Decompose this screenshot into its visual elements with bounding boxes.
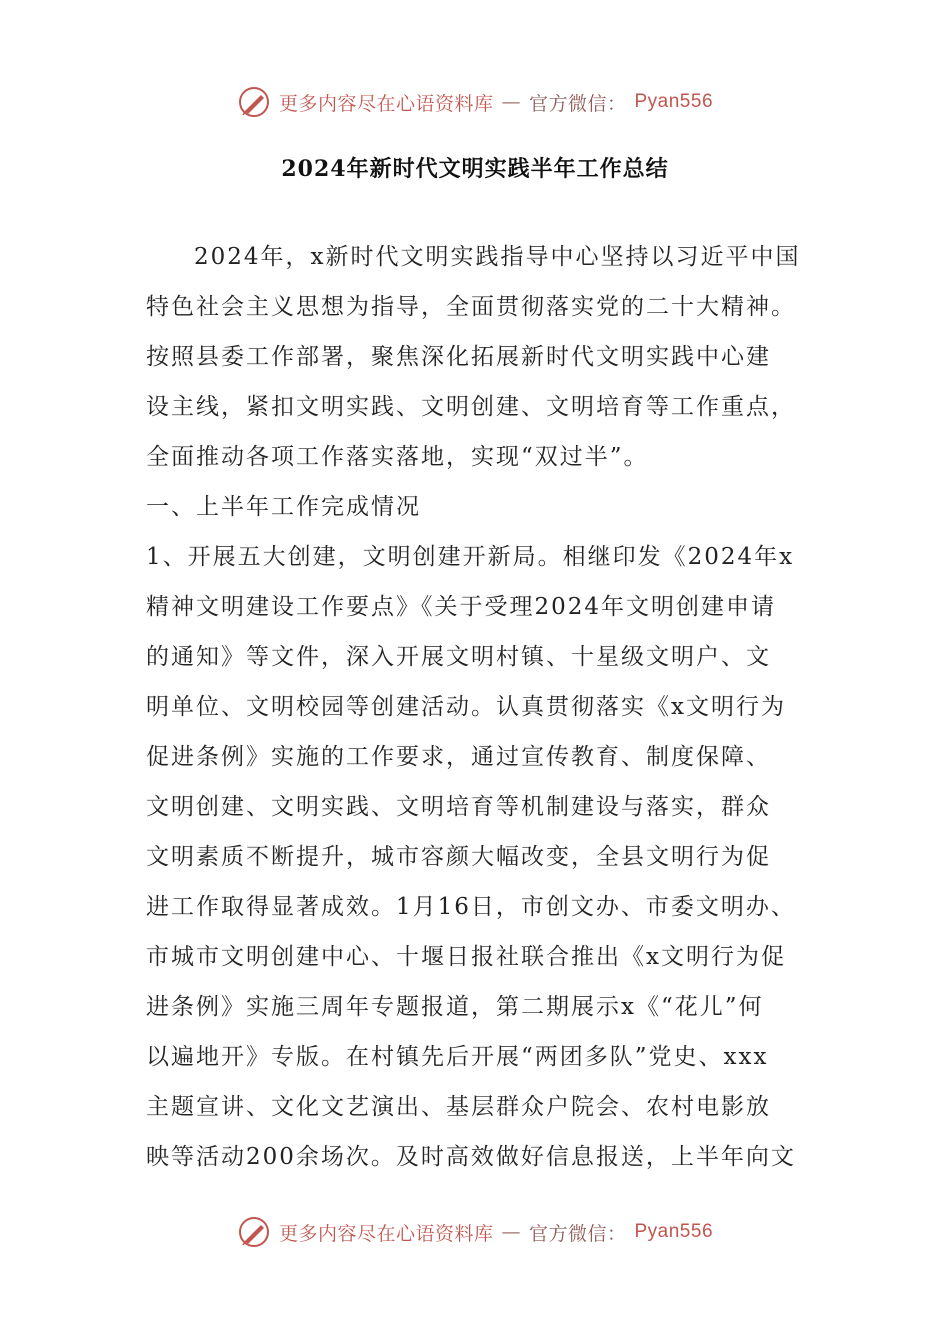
body-line: 文明素质不断提升，城市容颜大幅改变，全县文明行为促 bbox=[146, 844, 771, 870]
body-line: 2024年，x新时代文明实践指导中心坚持以习近平中国 bbox=[194, 244, 801, 270]
banner-site-name: 更多内容尽在心语资料库 bbox=[278, 92, 494, 115]
pen-logo-icon bbox=[237, 1215, 271, 1249]
body-line: 以遍地开》专版。在村镇先后开展“两团多队”党史、xxx bbox=[146, 1044, 769, 1070]
body-line: 进工作取得显著成效。1月16日，市创文办、市委文明办、 bbox=[146, 894, 796, 920]
body-line: 主题宣讲、文化文艺演出、基层群众户院会、农村电影放 bbox=[146, 1094, 771, 1120]
footer-watermark-banner bbox=[0, 1212, 950, 1252]
banner-dash: — bbox=[501, 1221, 521, 1243]
banner-wechat-label: 官方微信： bbox=[528, 1222, 627, 1245]
pen-logo-icon bbox=[237, 85, 271, 119]
section-heading: 一、上半年工作完成情况 bbox=[146, 494, 421, 520]
body-line: 全面推动各项工作落实落地，实现“双过半”。 bbox=[146, 444, 649, 470]
header-watermark-banner bbox=[0, 82, 950, 122]
body-line: 精神文明建设工作要点》《关于受理2024年文明创建申请 bbox=[146, 594, 777, 620]
body-line: 进条例》实施三周年专题报道，第二期展示x《“花儿”何 bbox=[146, 994, 764, 1020]
body-line: 1、开展五大创建，文明创建开新局。相继印发《2024年x bbox=[146, 544, 795, 570]
body-line: 按照县委工作部署，聚焦深化拓展新时代文明实践中心建 bbox=[146, 344, 771, 370]
document-title: 2024年新时代文明实践半年工作总结 bbox=[281, 156, 669, 182]
body-line: 促进条例》实施的工作要求，通过宣传教育、制度保障、 bbox=[146, 744, 771, 770]
banner-wechat-id: Pyan556 bbox=[634, 1221, 714, 1242]
body-line: 市城市文明创建中心、十堰日报社联合推出《x文明行为促 bbox=[146, 944, 786, 970]
document-body bbox=[146, 232, 806, 1182]
banner-wechat-id: Pyan556 bbox=[634, 91, 714, 112]
body-line: 映等活动200余场次。及时高效做好信息报送，上半年向文 bbox=[146, 1144, 796, 1170]
body-line: 明单位、文明校园等创建活动。认真贯彻落实《x文明行为 bbox=[146, 694, 786, 720]
banner-wechat-label: 官方微信： bbox=[528, 92, 627, 115]
body-line: 的通知》等文件，深入开展文明村镇、十星级文明户、文 bbox=[146, 644, 771, 670]
body-line: 设主线，紧扣文明实践、文明创建、文明培育等工作重点， bbox=[146, 394, 796, 420]
banner-dash: — bbox=[501, 91, 521, 113]
body-line: 特色社会主义思想为指导，全面贯彻落实党的二十大精神。 bbox=[146, 294, 796, 320]
banner-site-name: 更多内容尽在心语资料库 bbox=[278, 1222, 494, 1245]
body-line: 文明创建、文明实践、文明培育等机制建设与落实，群众 bbox=[146, 794, 771, 820]
